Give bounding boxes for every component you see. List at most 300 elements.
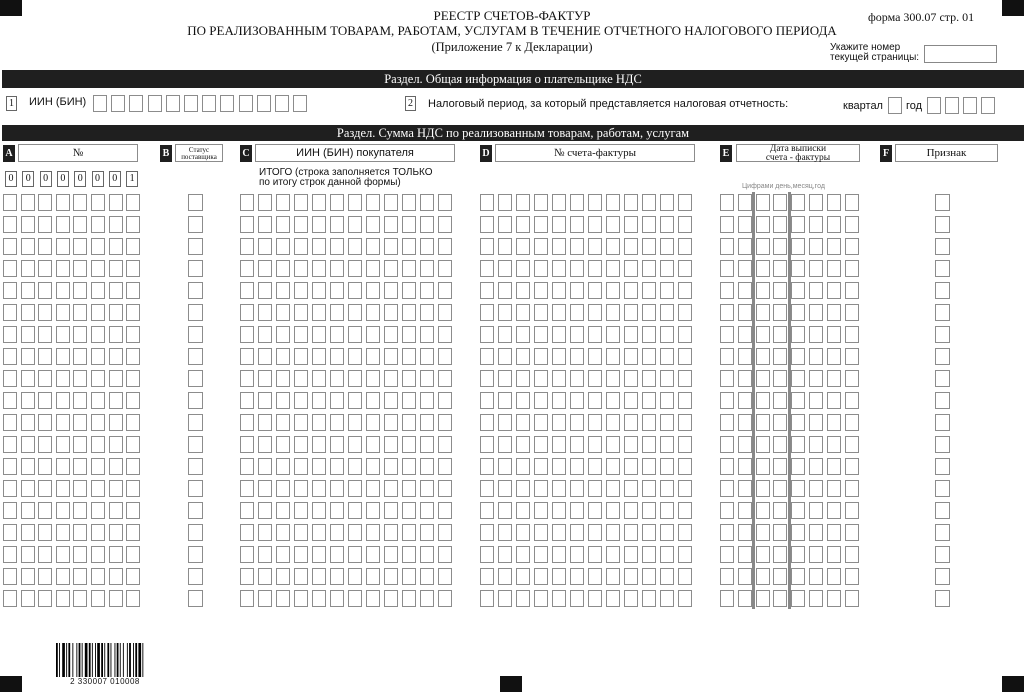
invoice-date-cell[interactable] [773, 194, 787, 211]
invoice-number-cell[interactable] [642, 590, 656, 607]
invoice-number-cell[interactable] [660, 260, 674, 277]
invoice-number-cell[interactable] [480, 414, 494, 431]
buyer-iin-cell[interactable] [384, 568, 398, 585]
invoice-date-cell[interactable] [773, 568, 787, 585]
sign-cell[interactable] [935, 282, 950, 299]
invoice-number-cell[interactable] [534, 480, 548, 497]
buyer-iin-cell[interactable] [366, 436, 380, 453]
invoice-number-cell[interactable] [624, 524, 638, 541]
row-number-cell[interactable] [38, 282, 52, 299]
invoice-number-cell[interactable] [516, 348, 530, 365]
row-number-cell[interactable] [3, 590, 17, 607]
buyer-iin-cell[interactable] [330, 348, 344, 365]
invoice-number-cell[interactable] [642, 260, 656, 277]
supplier-status-cell[interactable] [188, 502, 203, 519]
invoice-number-cell[interactable] [498, 414, 512, 431]
row-number-cell[interactable] [21, 194, 35, 211]
invoice-number-cell[interactable] [534, 282, 548, 299]
buyer-iin-cell[interactable] [366, 590, 380, 607]
sign-cell[interactable] [935, 392, 950, 409]
buyer-iin-cell[interactable] [420, 524, 434, 541]
buyer-iin-cell[interactable] [366, 414, 380, 431]
sign-cell[interactable] [935, 590, 950, 607]
invoice-date-cell[interactable] [773, 392, 787, 409]
sign-cell[interactable] [935, 194, 950, 211]
buyer-iin-cell[interactable] [294, 524, 308, 541]
invoice-number-cell[interactable] [552, 480, 566, 497]
invoice-date-cell[interactable] [720, 590, 734, 607]
row-number-cell[interactable] [109, 238, 123, 255]
invoice-date-cell[interactable] [845, 546, 859, 563]
invoice-number-cell[interactable] [624, 216, 638, 233]
buyer-iin-cell[interactable] [258, 590, 272, 607]
invoice-number-cell[interactable] [606, 590, 620, 607]
row-number-cell[interactable] [21, 216, 35, 233]
invoice-number-cell[interactable] [480, 436, 494, 453]
invoice-number-cell[interactable] [480, 282, 494, 299]
buyer-iin-cell[interactable] [366, 326, 380, 343]
invoice-number-cell[interactable] [498, 238, 512, 255]
buyer-iin-cell[interactable] [438, 458, 452, 475]
invoice-number-cell[interactable] [570, 480, 584, 497]
buyer-iin-cell[interactable] [258, 370, 272, 387]
invoice-number-cell[interactable] [606, 436, 620, 453]
invoice-date-cell[interactable] [845, 370, 859, 387]
buyer-iin-cell[interactable] [240, 458, 254, 475]
row-number-cell[interactable] [109, 370, 123, 387]
buyer-iin-cell[interactable] [366, 260, 380, 277]
row-number-cell[interactable] [109, 458, 123, 475]
invoice-number-cell[interactable] [570, 436, 584, 453]
buyer-iin-cell[interactable] [312, 392, 326, 409]
invoice-date-cell[interactable] [720, 260, 734, 277]
invoice-date-cell[interactable] [791, 370, 805, 387]
invoice-date-cell[interactable] [773, 502, 787, 519]
invoice-number-cell[interactable] [570, 216, 584, 233]
invoice-number-cell[interactable] [498, 194, 512, 211]
buyer-iin-cell[interactable] [438, 194, 452, 211]
invoice-number-cell[interactable] [642, 370, 656, 387]
buyer-iin-cell[interactable] [384, 480, 398, 497]
row-number-cell[interactable] [126, 414, 140, 431]
invoice-date-cell[interactable] [738, 392, 752, 409]
row-number-cell[interactable] [21, 348, 35, 365]
invoice-number-cell[interactable] [678, 348, 692, 365]
invoice-number-cell[interactable] [534, 590, 548, 607]
row-number-cell[interactable] [109, 436, 123, 453]
invoice-number-cell[interactable] [534, 216, 548, 233]
invoice-number-cell[interactable] [516, 282, 530, 299]
invoice-date-cell[interactable] [773, 282, 787, 299]
invoice-number-cell[interactable] [570, 458, 584, 475]
buyer-iin-cell[interactable] [384, 216, 398, 233]
row-number-cell[interactable] [73, 524, 87, 541]
invoice-number-cell[interactable] [588, 194, 602, 211]
buyer-iin-cell[interactable] [312, 304, 326, 321]
invoice-number-cell[interactable] [624, 282, 638, 299]
invoice-number-cell[interactable] [642, 282, 656, 299]
invoice-date-cell[interactable] [720, 502, 734, 519]
year-digit-cell[interactable] [981, 97, 995, 114]
invoice-date-cell[interactable] [845, 260, 859, 277]
row-number-cell[interactable] [91, 348, 105, 365]
quarter-input[interactable] [888, 97, 902, 114]
buyer-iin-cell[interactable] [294, 370, 308, 387]
invoice-date-cell[interactable] [756, 282, 770, 299]
invoice-date-cell[interactable] [809, 524, 823, 541]
sign-cell[interactable] [935, 348, 950, 365]
buyer-iin-cell[interactable] [384, 590, 398, 607]
invoice-number-cell[interactable] [534, 260, 548, 277]
buyer-iin-cell[interactable] [330, 458, 344, 475]
sign-cell[interactable] [935, 414, 950, 431]
row-number-cell[interactable] [73, 348, 87, 365]
row-number-cell[interactable] [126, 546, 140, 563]
row-number-cell[interactable] [3, 414, 17, 431]
buyer-iin-cell[interactable] [384, 304, 398, 321]
row-number-cell[interactable] [73, 502, 87, 519]
invoice-date-cell[interactable] [791, 238, 805, 255]
invoice-date-cell[interactable] [720, 524, 734, 541]
invoice-number-cell[interactable] [660, 546, 674, 563]
buyer-iin-cell[interactable] [240, 524, 254, 541]
invoice-number-cell[interactable] [516, 370, 530, 387]
invoice-number-cell[interactable] [678, 282, 692, 299]
row-number-cell[interactable] [38, 458, 52, 475]
invoice-number-cell[interactable] [642, 502, 656, 519]
invoice-date-cell[interactable] [773, 304, 787, 321]
invoice-date-cell[interactable] [773, 414, 787, 431]
row-number-cell[interactable] [126, 348, 140, 365]
invoice-date-cell[interactable] [827, 480, 841, 497]
iin-digit-cell[interactable] [184, 95, 198, 112]
invoice-date-cell[interactable] [756, 326, 770, 343]
row-number-cell[interactable] [38, 392, 52, 409]
invoice-date-cell[interactable] [738, 436, 752, 453]
row-number-cell[interactable] [91, 216, 105, 233]
invoice-date-cell[interactable] [738, 238, 752, 255]
invoice-number-cell[interactable] [642, 414, 656, 431]
buyer-iin-cell[interactable] [366, 216, 380, 233]
invoice-number-cell[interactable] [678, 392, 692, 409]
invoice-date-cell[interactable] [773, 436, 787, 453]
iin-digit-cell[interactable] [202, 95, 216, 112]
buyer-iin-cell[interactable] [402, 480, 416, 497]
buyer-iin-cell[interactable] [420, 370, 434, 387]
invoice-number-cell[interactable] [534, 326, 548, 343]
row-number-cell[interactable] [3, 568, 17, 585]
row-number-cell[interactable] [21, 414, 35, 431]
supplier-status-cell[interactable] [188, 414, 203, 431]
invoice-number-cell[interactable] [516, 436, 530, 453]
invoice-number-cell[interactable] [660, 480, 674, 497]
invoice-date-cell[interactable] [791, 524, 805, 541]
invoice-number-cell[interactable] [678, 326, 692, 343]
invoice-date-cell[interactable] [845, 326, 859, 343]
row-number-cell[interactable] [3, 546, 17, 563]
invoice-number-cell[interactable] [516, 502, 530, 519]
invoice-date-cell[interactable] [738, 260, 752, 277]
buyer-iin-cell[interactable] [312, 260, 326, 277]
invoice-date-cell[interactable] [809, 326, 823, 343]
invoice-number-cell[interactable] [588, 414, 602, 431]
invoice-date-cell[interactable] [738, 414, 752, 431]
invoice-number-cell[interactable] [498, 370, 512, 387]
buyer-iin-cell[interactable] [348, 194, 362, 211]
invoice-date-cell[interactable] [756, 414, 770, 431]
invoice-date-cell[interactable] [845, 282, 859, 299]
buyer-iin-cell[interactable] [258, 524, 272, 541]
row-number-cell[interactable] [21, 326, 35, 343]
supplier-status-cell[interactable] [188, 238, 203, 255]
row-number-cell[interactable] [91, 326, 105, 343]
sign-cell[interactable] [935, 480, 950, 497]
invoice-number-cell[interactable] [534, 392, 548, 409]
buyer-iin-cell[interactable] [240, 414, 254, 431]
invoice-number-cell[interactable] [642, 524, 656, 541]
buyer-iin-cell[interactable] [384, 502, 398, 519]
buyer-iin-cell[interactable] [366, 502, 380, 519]
invoice-number-cell[interactable] [570, 348, 584, 365]
year-digit-cell[interactable] [963, 97, 977, 114]
invoice-number-cell[interactable] [660, 414, 674, 431]
invoice-number-cell[interactable] [588, 348, 602, 365]
invoice-date-cell[interactable] [809, 436, 823, 453]
buyer-iin-cell[interactable] [294, 590, 308, 607]
invoice-date-cell[interactable] [791, 392, 805, 409]
invoice-number-cell[interactable] [624, 194, 638, 211]
buyer-iin-cell[interactable] [330, 546, 344, 563]
supplier-status-cell[interactable] [188, 348, 203, 365]
invoice-date-cell[interactable] [738, 590, 752, 607]
invoice-number-cell[interactable] [516, 238, 530, 255]
sign-cell[interactable] [935, 436, 950, 453]
buyer-iin-cell[interactable] [384, 458, 398, 475]
invoice-number-cell[interactable] [480, 568, 494, 585]
invoice-date-cell[interactable] [756, 348, 770, 365]
buyer-iin-cell[interactable] [384, 326, 398, 343]
row-number-cell[interactable] [91, 392, 105, 409]
row-number-cell[interactable] [21, 480, 35, 497]
buyer-iin-cell[interactable] [312, 282, 326, 299]
buyer-iin-cell[interactable] [258, 414, 272, 431]
invoice-number-cell[interactable] [660, 436, 674, 453]
invoice-number-cell[interactable] [570, 194, 584, 211]
row-number-cell[interactable] [73, 370, 87, 387]
buyer-iin-cell[interactable] [240, 282, 254, 299]
iin-digit-cell[interactable] [111, 95, 125, 112]
row-number-cell[interactable] [56, 238, 70, 255]
invoice-date-cell[interactable] [827, 238, 841, 255]
buyer-iin-cell[interactable] [366, 304, 380, 321]
invoice-number-cell[interactable] [606, 194, 620, 211]
invoice-date-cell[interactable] [720, 282, 734, 299]
buyer-iin-cell[interactable] [402, 282, 416, 299]
invoice-number-cell[interactable] [480, 524, 494, 541]
buyer-iin-cell[interactable] [420, 392, 434, 409]
invoice-date-cell[interactable] [773, 480, 787, 497]
buyer-iin-cell[interactable] [276, 260, 290, 277]
invoice-number-cell[interactable] [552, 260, 566, 277]
row-number-cell[interactable] [109, 590, 123, 607]
invoice-date-cell[interactable] [809, 546, 823, 563]
invoice-date-cell[interactable] [827, 414, 841, 431]
invoice-date-cell[interactable] [827, 260, 841, 277]
row-number-cell[interactable] [126, 194, 140, 211]
invoice-number-cell[interactable] [516, 458, 530, 475]
invoice-date-cell[interactable] [738, 326, 752, 343]
row-number-cell[interactable] [109, 216, 123, 233]
invoice-date-cell[interactable] [827, 590, 841, 607]
buyer-iin-cell[interactable] [384, 392, 398, 409]
invoice-number-cell[interactable] [624, 546, 638, 563]
row-number-cell[interactable] [3, 458, 17, 475]
row-number-cell[interactable] [3, 436, 17, 453]
buyer-iin-cell[interactable] [294, 216, 308, 233]
invoice-number-cell[interactable] [624, 458, 638, 475]
invoice-date-cell[interactable] [845, 568, 859, 585]
invoice-number-cell[interactable] [660, 238, 674, 255]
invoice-number-cell[interactable] [606, 282, 620, 299]
invoice-date-cell[interactable] [720, 216, 734, 233]
invoice-number-cell[interactable] [570, 238, 584, 255]
invoice-date-cell[interactable] [756, 194, 770, 211]
invoice-number-cell[interactable] [552, 348, 566, 365]
invoice-number-cell[interactable] [678, 304, 692, 321]
invoice-number-cell[interactable] [552, 546, 566, 563]
invoice-date-cell[interactable] [738, 216, 752, 233]
invoice-number-cell[interactable] [480, 480, 494, 497]
invoice-date-cell[interactable] [845, 238, 859, 255]
row-number-cell[interactable] [109, 568, 123, 585]
invoice-number-cell[interactable] [516, 304, 530, 321]
buyer-iin-cell[interactable] [330, 194, 344, 211]
row-number-cell[interactable] [126, 304, 140, 321]
row-number-cell[interactable] [126, 524, 140, 541]
invoice-number-cell[interactable] [480, 502, 494, 519]
invoice-number-cell[interactable] [642, 568, 656, 585]
sign-cell[interactable] [935, 524, 950, 541]
invoice-number-cell[interactable] [516, 260, 530, 277]
buyer-iin-cell[interactable] [402, 502, 416, 519]
invoice-number-cell[interactable] [624, 238, 638, 255]
row-number-cell[interactable] [56, 546, 70, 563]
buyer-iin-cell[interactable] [438, 568, 452, 585]
invoice-number-cell[interactable] [570, 304, 584, 321]
invoice-number-cell[interactable] [606, 524, 620, 541]
invoice-number-cell[interactable] [624, 260, 638, 277]
invoice-number-cell[interactable] [660, 568, 674, 585]
buyer-iin-cell[interactable] [438, 436, 452, 453]
row-number-cell[interactable] [91, 260, 105, 277]
invoice-date-cell[interactable] [738, 370, 752, 387]
invoice-date-cell[interactable] [756, 436, 770, 453]
invoice-date-cell[interactable] [791, 326, 805, 343]
buyer-iin-cell[interactable] [276, 238, 290, 255]
invoice-date-cell[interactable] [756, 392, 770, 409]
invoice-number-cell[interactable] [498, 524, 512, 541]
invoice-number-cell[interactable] [480, 370, 494, 387]
buyer-iin-cell[interactable] [294, 326, 308, 343]
sign-cell[interactable] [935, 370, 950, 387]
buyer-iin-cell[interactable] [384, 238, 398, 255]
row-number-cell[interactable] [56, 282, 70, 299]
row-number-cell[interactable] [91, 282, 105, 299]
buyer-iin-cell[interactable] [258, 216, 272, 233]
buyer-iin-cell[interactable] [402, 370, 416, 387]
invoice-number-cell[interactable] [480, 304, 494, 321]
row-number-cell[interactable] [91, 370, 105, 387]
buyer-iin-cell[interactable] [366, 370, 380, 387]
row-number-cell[interactable] [91, 436, 105, 453]
invoice-number-cell[interactable] [642, 326, 656, 343]
invoice-number-cell[interactable] [606, 348, 620, 365]
row-number-cell[interactable] [56, 502, 70, 519]
buyer-iin-cell[interactable] [420, 282, 434, 299]
invoice-date-cell[interactable] [738, 546, 752, 563]
invoice-number-cell[interactable] [588, 260, 602, 277]
buyer-iin-cell[interactable] [276, 392, 290, 409]
buyer-iin-cell[interactable] [366, 524, 380, 541]
buyer-iin-cell[interactable] [348, 326, 362, 343]
invoice-date-cell[interactable] [827, 370, 841, 387]
row-number-cell[interactable] [38, 524, 52, 541]
buyer-iin-cell[interactable] [258, 348, 272, 365]
iin-digit-cell[interactable] [148, 95, 162, 112]
invoice-date-cell[interactable] [773, 216, 787, 233]
invoice-date-cell[interactable] [845, 458, 859, 475]
buyer-iin-cell[interactable] [240, 238, 254, 255]
invoice-number-cell[interactable] [588, 304, 602, 321]
row-number-cell[interactable] [3, 282, 17, 299]
row-number-cell[interactable] [21, 392, 35, 409]
invoice-date-cell[interactable] [827, 546, 841, 563]
sign-cell[interactable] [935, 260, 950, 277]
buyer-iin-cell[interactable] [258, 326, 272, 343]
invoice-date-cell[interactable] [720, 568, 734, 585]
sign-cell[interactable] [935, 546, 950, 563]
buyer-iin-cell[interactable] [240, 260, 254, 277]
row-number-cell[interactable] [56, 458, 70, 475]
invoice-date-cell[interactable] [809, 304, 823, 321]
invoice-number-cell[interactable] [516, 194, 530, 211]
invoice-date-cell[interactable] [773, 370, 787, 387]
invoice-date-cell[interactable] [720, 414, 734, 431]
row-number-cell[interactable] [73, 326, 87, 343]
invoice-date-cell[interactable] [738, 502, 752, 519]
supplier-status-cell[interactable] [188, 260, 203, 277]
invoice-date-cell[interactable] [773, 546, 787, 563]
row-number-cell[interactable] [126, 216, 140, 233]
row-number-cell[interactable] [3, 216, 17, 233]
buyer-iin-cell[interactable] [276, 502, 290, 519]
row-number-cell[interactable] [126, 480, 140, 497]
buyer-iin-cell[interactable] [330, 260, 344, 277]
invoice-number-cell[interactable] [642, 480, 656, 497]
invoice-date-cell[interactable] [827, 568, 841, 585]
buyer-iin-cell[interactable] [294, 282, 308, 299]
buyer-iin-cell[interactable] [420, 502, 434, 519]
invoice-number-cell[interactable] [624, 326, 638, 343]
invoice-date-cell[interactable] [791, 260, 805, 277]
row-number-cell[interactable] [38, 590, 52, 607]
invoice-date-cell[interactable] [756, 568, 770, 585]
row-number-cell[interactable] [91, 502, 105, 519]
invoice-number-cell[interactable] [552, 326, 566, 343]
buyer-iin-cell[interactable] [420, 238, 434, 255]
invoice-number-cell[interactable] [624, 414, 638, 431]
buyer-iin-cell[interactable] [276, 436, 290, 453]
